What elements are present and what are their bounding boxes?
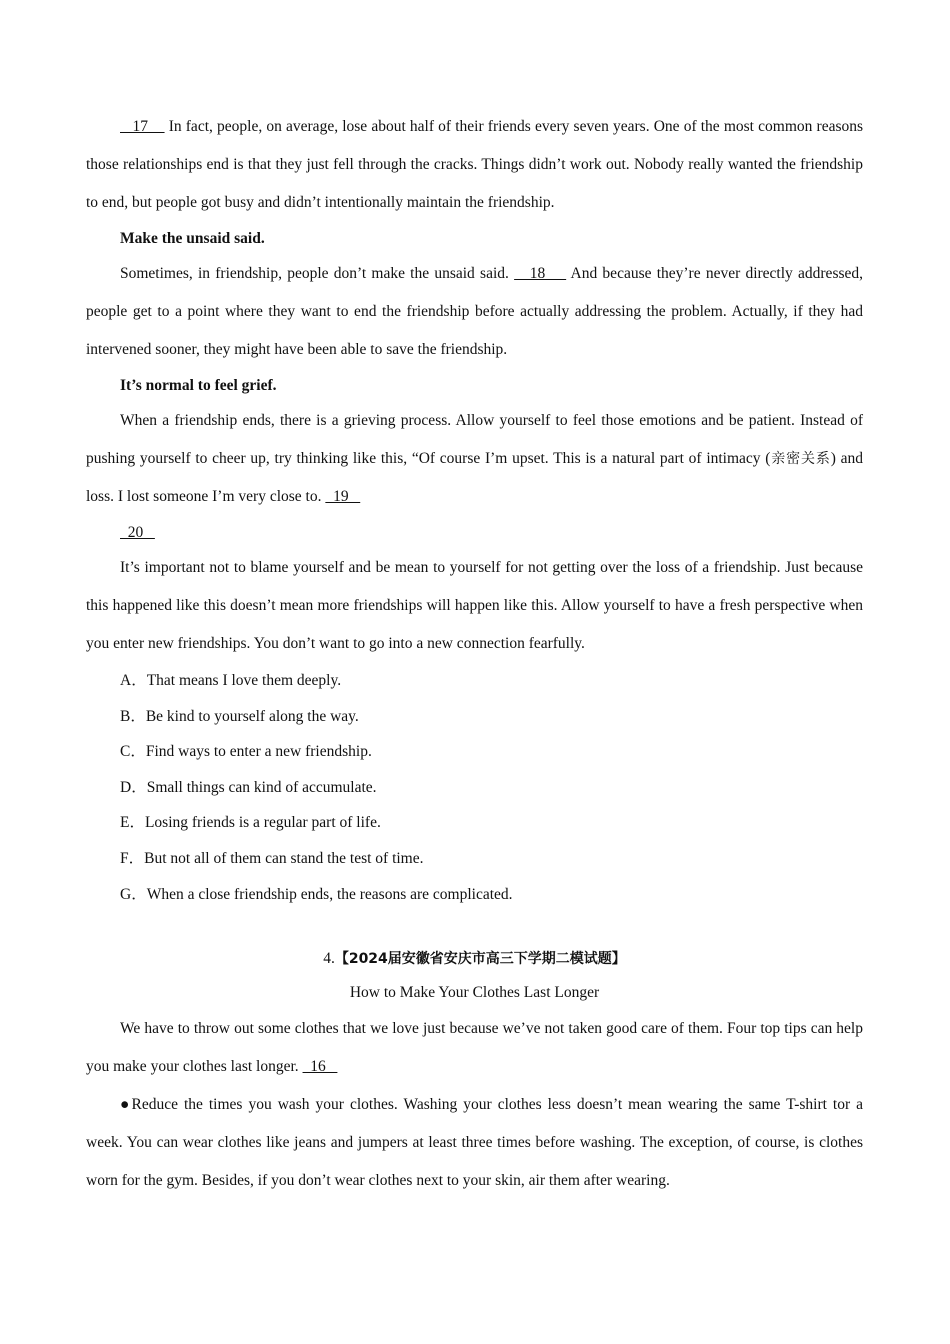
paragraph-text: In fact, people, on average, lose about half of their friends every seven years. One of the most common reasons those relationships end is that they just fell through the cracks. Things didn’t work out. Nobody really wanted the friendship to end, but people got busy and didn’t intentionally maintain the friendship. bbox=[86, 118, 864, 211]
blank-17[interactable]: 17 bbox=[120, 118, 165, 135]
blank-18[interactable]: 18 bbox=[514, 265, 567, 282]
paragraph-17 bbox=[86, 108, 863, 222]
paragraph-text: We have to throw out some clothes that we love just because we’ve not taken good care of them. Four top tips can help you make your clothes last longer. bbox=[86, 1020, 863, 1076]
option-a: A．That means I love them deeply. bbox=[120, 672, 342, 689]
article-title: How to Make Your Clothes Last Longer bbox=[349, 984, 600, 1002]
paragraph-text: When a friendship ends, there is a grieving process. Allow yourself to feel those emotions and be patient. Instead of pushing yourself to cheer up, try thinking like this, “Of course I’m upset. This is a natural part of intimacy ( bbox=[86, 412, 863, 467]
document-page bbox=[86, 108, 863, 1200]
paragraph-wash-tip: ●Reduce the times you wash your clothes. Washing your clothes less doesn’t mean wearing the same T-shirt tor a week. You can wear clothes like jeans and jumpers at least three times before washing. The exception, of course, is clothes worn for the gym. Besides, if you don’t wear clothes next to your skin, air them after wearing. bbox=[86, 1096, 863, 1190]
question-header bbox=[86, 942, 863, 976]
option-b: B．Be kind to yourself along the way. bbox=[120, 707, 359, 725]
option-d: D．Small things can kind of accumulate. bbox=[120, 778, 377, 796]
option-g: G．When a close friendship ends, the reasons are complicated. bbox=[120, 885, 513, 903]
blank-20[interactable]: 20 bbox=[120, 524, 155, 541]
blank-16[interactable]: 16 bbox=[302, 1058, 338, 1076]
paragraph-18 bbox=[86, 255, 863, 369]
option-e: E．Losing friends is a regular part of life. bbox=[120, 814, 381, 832]
paragraph-text: ) and loss. I lost someone I’m very close to. bbox=[86, 450, 864, 505]
paragraph-16 bbox=[86, 1010, 863, 1086]
blank-19[interactable]: 19 bbox=[325, 488, 361, 505]
question-number: 4. bbox=[323, 950, 335, 968]
paragraph-20 bbox=[86, 516, 863, 549]
paragraph-closing: It’s important not to blame yourself and be mean to yourself for not getting over the loss of a friendship. Just because this happened like this doesn’t mean more friendships will happen like this. Allow yourself to have a fresh perspective when you enter new friendships. You don’t want to go into a new connection fearfully. bbox=[86, 559, 863, 652]
option-f: F．But not all of them can stand the test of time. bbox=[120, 849, 424, 867]
paragraph-text: And because they’re never directly addressed, people get to a point where they want to end the friendship before actually addressing the problem. Actually, if they had intervened sooner, they might have been able to save the friendship. bbox=[86, 265, 864, 358]
paragraph-19 bbox=[86, 402, 863, 516]
chinese-gloss: 亲密关系 bbox=[770, 451, 831, 467]
subheading-grief: It’s normal to feel grief. bbox=[120, 377, 277, 394]
question-source: 【2024届安徽省安庆市高三下学期二模试题】 bbox=[334, 951, 626, 968]
option-c: C．Find ways to enter a new friendship. bbox=[120, 743, 372, 761]
paragraph-text: Sometimes, in friendship, people don’t make the unsaid said. bbox=[120, 265, 515, 282]
options-list bbox=[86, 663, 863, 912]
subheading-unsaid: Make the unsaid said. bbox=[120, 230, 265, 247]
